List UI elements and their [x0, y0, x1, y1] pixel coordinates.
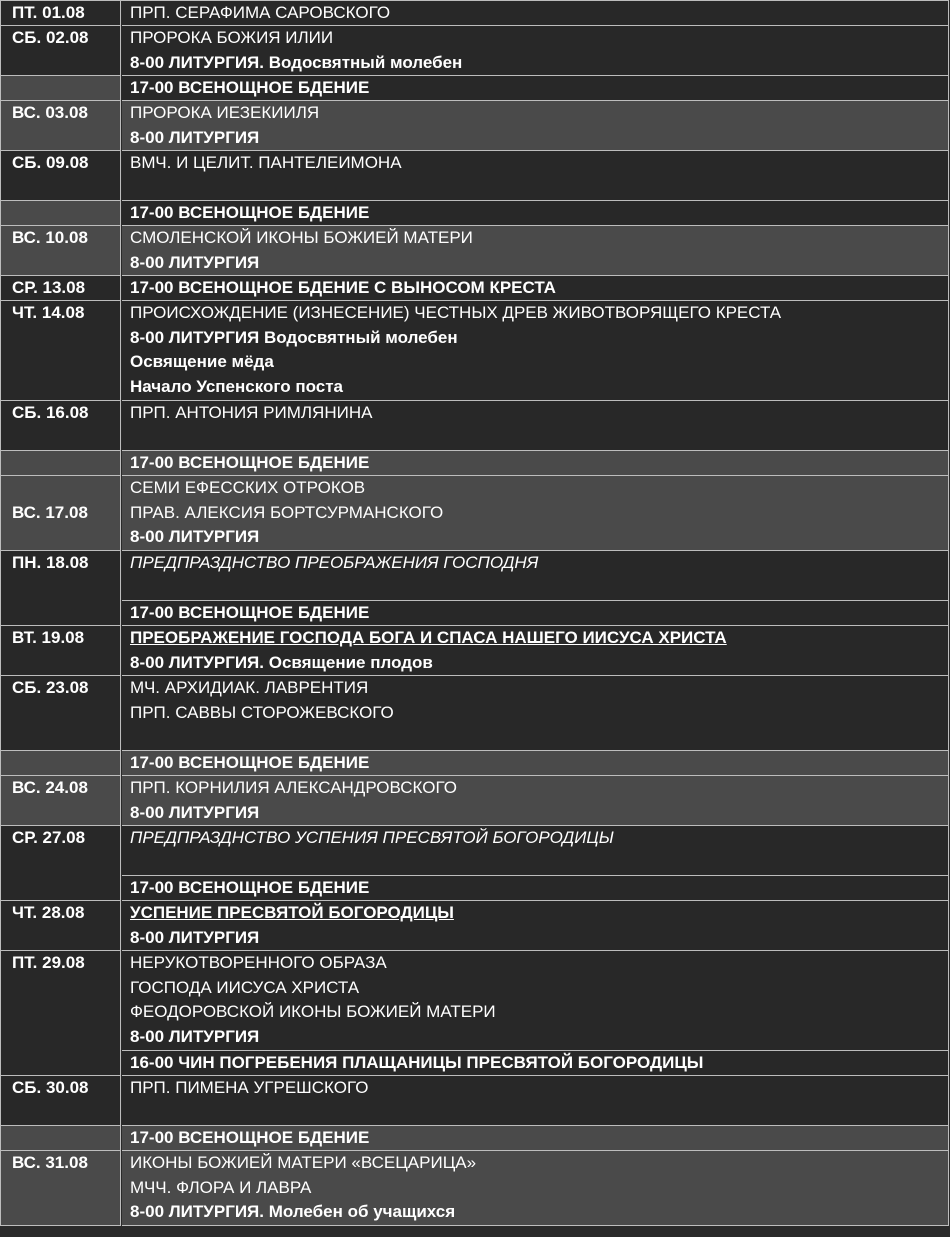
date-cell-spacer [1, 751, 121, 776]
event-line: МЧЧ. ФЛОРА И ЛАВРА [130, 1177, 312, 1197]
date-label: СБ. 30.08 [12, 1078, 89, 1097]
event-line: 8-00 ЛИТУРГИЯ. Освящение плодов [130, 652, 433, 672]
event-line: ПРП. САВВЫ СТОРОЖЕВСКОГО [130, 702, 394, 722]
date-label: ВС. 03.08 [12, 103, 88, 122]
schedule-row [1, 951, 949, 1076]
event-cell [122, 476, 949, 551]
event-line: 8-00 ЛИТУРГИЯ. Молебен об учащихся [130, 1202, 456, 1221]
event-cell [122, 276, 949, 301]
event-line: МЧ. АРХИДИАК. ЛАВРЕНТИЯ [130, 678, 369, 697]
date-cell [1, 476, 121, 551]
schedule-row [1, 101, 949, 151]
date-label: СБ. 09.08 [12, 153, 89, 172]
schedule-row [1, 151, 949, 226]
event-line: ПРОРОКА БОЖИЯ ИЛИИ [130, 28, 334, 47]
schedule-row [1, 276, 949, 301]
schedule-row [1, 26, 949, 101]
date-label: ВС. 17.08 [12, 502, 88, 522]
event-cell [122, 901, 949, 951]
event-line: ПРОИСХОЖДЕНИЕ (ИЗНЕСЕНИЕ) ЧЕСТНЫХ ДРЕВ ЖИВОТВОРЯЩЕГО КРЕСТА [130, 303, 782, 322]
event-cell [122, 226, 949, 276]
event-line: 17-00 ВСЕНОЩНОЕ БДЕНИЕ [130, 753, 370, 772]
date-cell [1, 101, 121, 151]
event-line: 8-00 ЛИТУРГИЯ [130, 927, 260, 947]
date-cell [1, 551, 121, 626]
date-label: ВТ. 19.08 [12, 628, 85, 647]
event-line: СМОЛЕНСКОЙ ИКОНЫ БОЖИЕЙ МАТЕРИ [130, 228, 473, 247]
event-cell [122, 1, 949, 26]
event-line: 8-00 ЛИТУРГИЯ Водосвятный молебен [130, 327, 458, 347]
event-cell [122, 1126, 949, 1151]
date-cell [1, 1, 121, 26]
event-line: Начало Успенского поста [130, 376, 344, 396]
event-cell [122, 551, 949, 601]
event-line: ПРП. АНТОНИЯ РИМЛЯНИНА [130, 403, 373, 422]
event-line: 8-00 ЛИТУРГИЯ. Водосвятный молебен [130, 52, 463, 72]
date-cell-spacer [1, 201, 121, 226]
schedule-row [1, 776, 949, 826]
event-line: СЕМИ ЕФЕССКИХ ОТРОКОВ [130, 478, 366, 497]
event-cell [122, 1151, 949, 1226]
event-cell [122, 626, 949, 676]
date-cell [1, 151, 121, 201]
date-cell-spacer [1, 451, 121, 476]
schedule-row [1, 1, 949, 26]
date-cell [1, 226, 121, 276]
schedule-row [1, 901, 949, 951]
event-line: ПРЕДПРАЗДНСТВО ПРЕОБРАЖЕНИЯ ГОСПОДНЯ [130, 553, 539, 572]
date-cell [1, 1151, 121, 1226]
schedule-row [1, 401, 949, 476]
event-line: 17-00 ВСЕНОЩНОЕ БДЕНИЕ [130, 603, 370, 622]
date-label: ПТ. 01.08 [12, 3, 85, 22]
event-line: 8-00 ЛИТУРГИЯ [130, 802, 260, 822]
event-line: 17-00 ВСЕНОЩНОЕ БДЕНИЕ [130, 878, 370, 897]
schedule-row [1, 551, 949, 626]
date-label: СБ. 16.08 [12, 403, 89, 422]
schedule-row [1, 226, 949, 276]
date-label: СБ. 23.08 [12, 678, 89, 697]
event-line: ПРП. СЕРАФИМА САРОВСКОГО [130, 3, 391, 22]
event-line: ПРАВ. АЛЕКСИЯ БОРТСУРМАНСКОГО [130, 502, 444, 522]
schedule-row [1, 676, 949, 776]
event-line: ИКОНЫ БОЖИЕЙ МАТЕРИ «ВСЕЦАРИЦА» [130, 1153, 477, 1172]
date-label: ПТ. 29.08 [12, 953, 85, 972]
event-cell [122, 776, 949, 826]
event-line: ПРЕОБРАЖЕНИЕ ГОСПОДА БОГА И СПАСА НАШЕГО ИИСУСА ХРИСТА [130, 628, 727, 647]
date-cell [1, 901, 121, 951]
event-line: 8-00 ЛИТУРГИЯ [130, 527, 260, 546]
event-line: 17-00 ВСЕНОЩНОЕ БДЕНИЕ [130, 1128, 370, 1147]
event-line: 17-00 ВСЕНОЩНОЕ БДЕНИЕ [130, 453, 370, 472]
event-line: ПРЕДПРАЗДНСТВО УСПЕНИЯ ПРЕСВЯТОЙ БОГОРОДИЦЫ [130, 828, 614, 847]
date-cell [1, 826, 121, 901]
event-cell [122, 151, 949, 201]
date-cell-spacer [1, 1126, 121, 1151]
event-cell [122, 401, 949, 451]
date-label: СР. 27.08 [12, 828, 86, 847]
event-cell [122, 101, 949, 151]
schedule-row [1, 1151, 949, 1226]
date-label: СБ. 02.08 [12, 28, 89, 47]
event-cell [122, 1051, 949, 1076]
event-cell [122, 876, 949, 901]
schedule-row [1, 301, 949, 401]
event-cell [122, 676, 949, 751]
event-cell [122, 826, 949, 876]
event-line: ФЕОДОРОВСКОЙ ИКОНЫ БОЖИЕЙ МАТЕРИ [130, 1002, 496, 1021]
event-cell [122, 1076, 949, 1126]
date-cell [1, 951, 121, 1076]
event-line: Освящение мёда [130, 352, 274, 371]
event-cell [122, 451, 949, 476]
date-label: СР. 13.08 [12, 278, 86, 297]
date-cell [1, 676, 121, 751]
event-line: 17-00 ВСЕНОЩНОЕ БДЕНИЕ С ВЫНОСОМ КРЕСТА [130, 278, 556, 297]
schedule-row [1, 476, 949, 551]
date-cell [1, 301, 121, 401]
date-label: ПН. 18.08 [12, 553, 89, 572]
event-line: ВМЧ. И ЦЕЛИТ. ПАНТЕЛЕИМОНА [130, 153, 402, 172]
event-cell [122, 951, 949, 1051]
event-line: НЕРУКОТВОРЕННОГО ОБРАЗА [130, 953, 387, 972]
event-line: 8-00 ЛИТУРГИЯ [130, 1026, 260, 1046]
event-cell [122, 201, 949, 226]
date-cell [1, 776, 121, 826]
event-line: ПРП. КОРНИЛИЯ АЛЕКСАНДРОВСКОГО [130, 778, 457, 797]
date-cell [1, 626, 121, 676]
event-line: 8-00 ЛИТУРГИЯ [130, 127, 260, 147]
date-cell [1, 26, 121, 76]
event-line: 17-00 ВСЕНОЩНОЕ БДЕНИЕ [130, 203, 370, 222]
event-line: 16-00 ЧИН ПОГРЕБЕНИЯ ПЛАЩАНИЦЫ ПРЕСВЯТОЙ БОГОРОДИЦЫ [130, 1053, 704, 1072]
schedule-row [1, 626, 949, 676]
date-label: ЧТ. 14.08 [12, 303, 85, 322]
date-cell [1, 1076, 121, 1126]
date-cell-spacer [1, 76, 121, 101]
event-line: 8-00 ЛИТУРГИЯ [130, 252, 260, 272]
event-line: УСПЕНИЕ ПРЕСВЯТОЙ БОГОРОДИЦЫ [130, 903, 454, 922]
event-cell [122, 601, 949, 626]
date-label: ВС. 24.08 [12, 778, 88, 797]
event-line: ПРОРОКА ИЕЗЕКИИЛЯ [130, 103, 320, 122]
event-cell [122, 76, 949, 101]
event-cell [122, 751, 949, 776]
date-label: ВС. 10.08 [12, 228, 88, 247]
event-cell [122, 26, 949, 76]
schedule-row [1, 1076, 949, 1151]
schedule-row [1, 826, 949, 901]
event-line: ГОСПОДА ИИСУСА ХРИСТА [130, 977, 360, 997]
event-line: 17-00 ВСЕНОЩНОЕ БДЕНИЕ [130, 78, 370, 97]
date-cell [1, 276, 121, 301]
date-label: ЧТ. 28.08 [12, 903, 85, 922]
date-cell [1, 401, 121, 451]
event-cell [122, 301, 949, 401]
event-line: ПРП. ПИМЕНА УГРЕШСКОГО [130, 1078, 369, 1097]
date-label: ВС. 31.08 [12, 1153, 88, 1172]
